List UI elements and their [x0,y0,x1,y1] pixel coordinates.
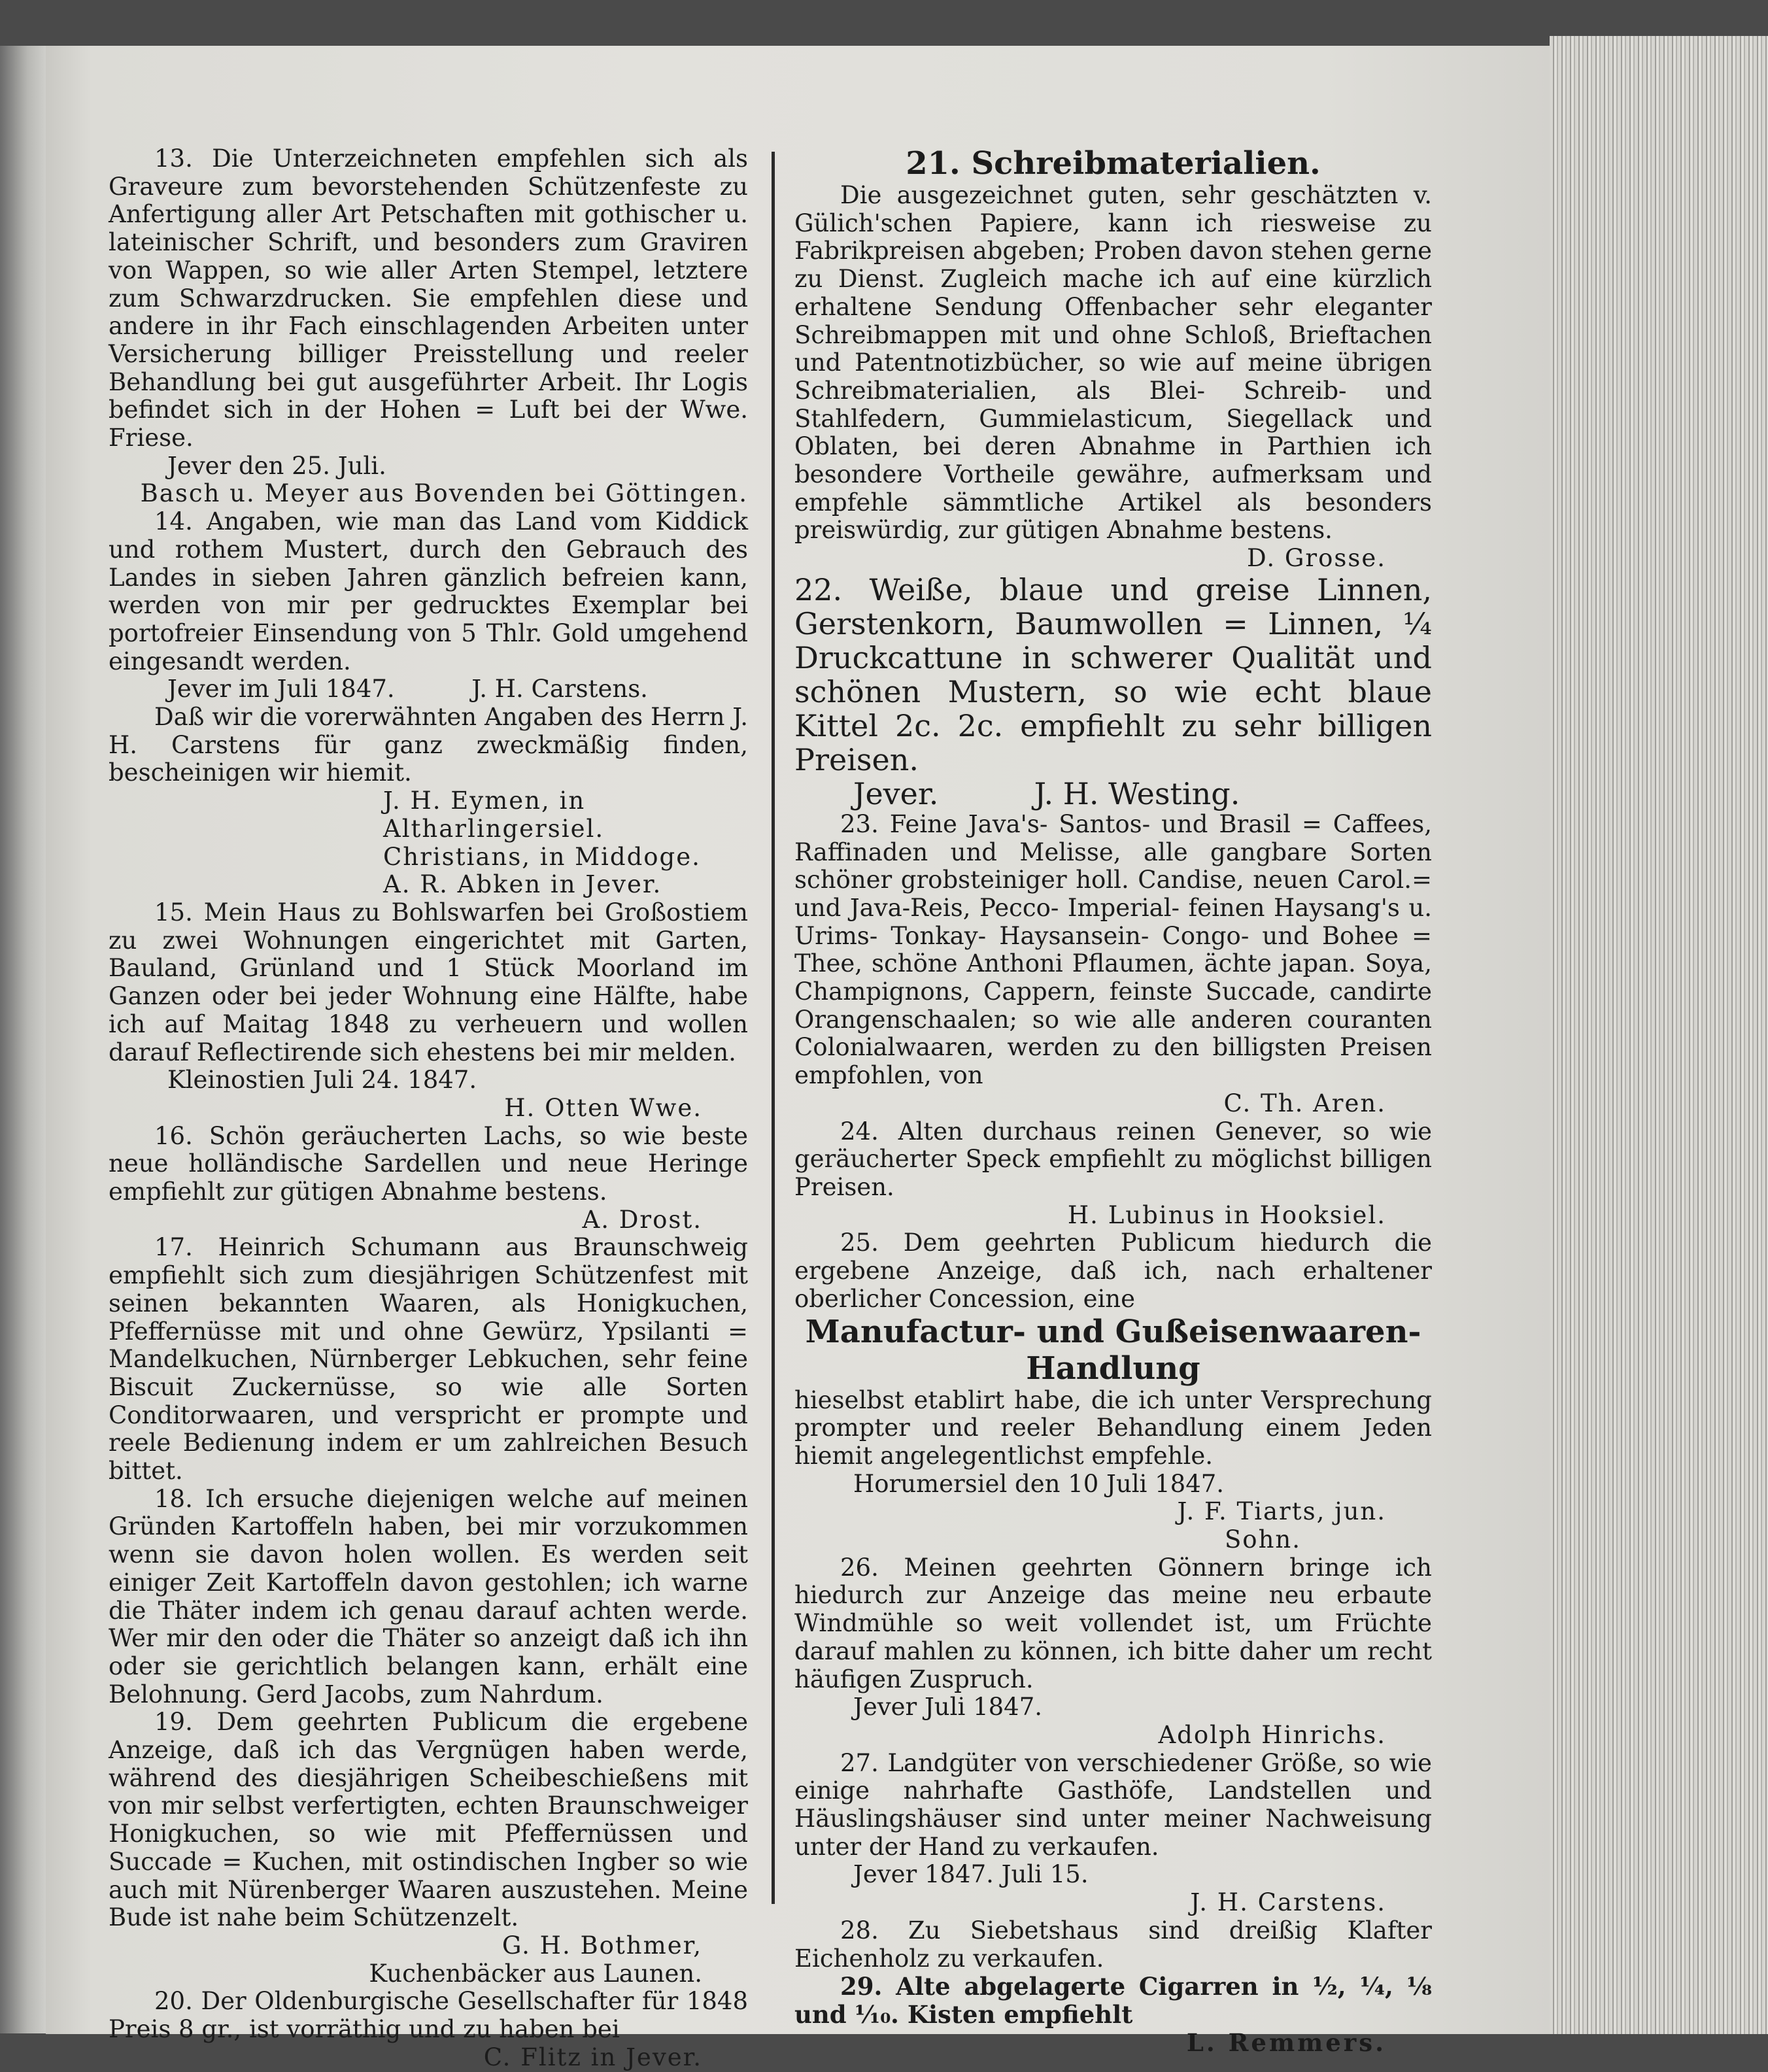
ad-signature-3: A. R. Abken in Jever. [383,870,662,899]
ad-signature: G. H. Bothmer, [502,1931,702,1960]
ad-text: 29. Alte abgelagerte Cigarren in ½, ¼, ⅛ und ⅒. Kisten empfiehlt [794,1972,1432,2029]
ad-19 [109,1708,748,1988]
ad-signature: J. F. Tiarts, jun. [1177,1497,1386,1526]
ad-place: Jever 1847. Juli 15. [853,1860,1089,1889]
ad-text: 16. Schön geräucherten Lachs, so wie beste neue holländische Sardellen und neue Heringe empfiehlt zur gütigen Abnahme bestens. [109,1121,748,1206]
ad-text: 22. Weiße, blaue und greise Linnen, Gerstenkorn, Baumwollen = Linnen, ¼ Druckcattune in schwerer Qualität und schönen Mustern, so wie echt blaue Kittel 2c. 2c. empfiehlt zu sehr billigen Preisen. [794,571,1432,777]
page-stack-edge [1550,36,1768,2034]
ad-heading: Manufactur- und Gußeisenwaaren-Handlung [805,1313,1421,1387]
ad-20 [109,1988,748,2071]
ad-24 [794,1118,1432,1230]
ad-13 [109,145,748,508]
ad-text: 25. Dem geehrten Publicum hiedurch die ergebene Anzeige, daß ich, nach erhaltener oberlicher Concession, eine [794,1229,1432,1313]
ad-text: 15. Mein Haus zu Bohlswarfen bei Großostiem zu zwei Wohnungen eingerichtet mit Garten, Bauland, Grünland und 1 Stück Moorland im Ganzen oder bei jeder Wohnung eine Hälfte, habe ich auf Maitag 1848 zu verheuern und wollen darauf Reflectirende sich ehestens bei mir melden. [109,898,748,1066]
ad-heading: 21. Schreibmaterialien. [906,145,1321,182]
ad-signature-1: J. H. Eymen, in Altharlingersiel. [383,787,605,843]
ad-place-signature: Jever im Juli 1847. J. H. Carstens. [167,675,648,704]
ad-signature: Basch u. Meyer aus Bovenden bei Göttingen. [140,479,748,508]
left-column [109,145,748,2072]
ad-signature-2: Kuchenbäcker aus Launen. [369,1959,702,1988]
ad-signature: L. Remmers. [1186,2028,1386,2057]
ad-18 [109,1486,748,1709]
ad-23 [794,811,1432,1118]
ad-22 [794,573,1432,811]
ad-text: 17. Heinrich Schumann aus Braunschweig empfiehlt sich zum diesjährigen Schützenfest mit seinen bekannten Waaren, als Honigkuchen, Pfeffernüsse mit und ohne Gewürz, Ypsilanti = Mandelkuchen, Nürnberger Lebkuchen, sehr feine Biscuit Zuckernüsse, so wie alle Sorten Conditorwaaren, und verspricht er prompte und reele Bedienung indem er um zahlreichen Besuch bittet. [109,1233,748,1486]
ad-21 [794,145,1432,573]
ad-16 [109,1123,748,1234]
ad-signature: D. Grosse. [1246,544,1386,573]
ad-25 [794,1229,1432,1554]
ad-signature: Adolph Hinrichs. [1158,1720,1386,1749]
ad-place: Kleinostien Juli 24. 1847. [167,1066,477,1095]
ad-text: 18. Ich ersuche diejenigen welche auf meinen Gründen Kartoffeln haben, bei mir vorzukommen wenn sie davon holen wollen. Es werden seit einiger Zeit Kartoffeln davon gestohlen; ich warne die Thäter indem ich genau darauf achten werde. Wer mir den oder die Thäter so anzeigt daß ich ihn oder sie gerichtlich belangen kann, erhält eine Belohnung. Gerd Jacobs, zum Nahrdum. [109,1484,748,1708]
column-divider [772,152,775,1904]
ad-text: 19. Dem geehrten Publicum die ergebene Anzeige, daß ich das Vergnügen haben werde, während des diesjährigen Scheibeschießens mit von mir selbst verfertigten, echten Braunschweiger Honigkuchen, so wie mit Pfeffernüssen und Succade = Kuchen, mit ostindischen Ingber so wie auch mit Nürenberger Waaren auszustehen. Meine Bude ist nahe beim Schützenzelt. [109,1708,748,1932]
ad-14 [109,508,748,899]
ad-signature: H. Lubinus in Hooksiel. [1067,1200,1386,1229]
ad-signature: A. Drost. [582,1205,702,1234]
ad-27 [794,1750,1432,1917]
ad-text: 20. Der Oldenburgische Gesellschafter für 1848 Preis 8 gr., ist vorräthig und zu haben bei [109,1987,748,2044]
ad-place: Jever den 25. Juli. [167,451,386,480]
left-page-edge [0,46,46,2033]
ad-signature: C. Th. Aren. [1223,1089,1386,1117]
ad-17 [109,1234,748,1485]
ad-place: Horumersiel den 10 Juli 1847. [853,1469,1225,1498]
ad-text: 27. Landgüter von verschiedener Größe, so wie einige nahrhafte Gasthöfe, Landstellen und Häuslingshäuser sind unter meiner Nachweisung unter der Hand zu verkaufen. [794,1748,1432,1861]
ad-text: 28. Zu Siebetshaus sind dreißig Klafter Eichenholz zu verkaufen. [794,1916,1432,1973]
ad-text: 26. Meinen geehrten Gönnern bringe ich hiedurch zur Anzeige das meine neu erbaute Windmühle so weit vollendet ist, um Früchte darauf mahlen zu können, ich bitte daher um recht häufigen Zuspruch. [794,1553,1432,1693]
ad-signature: J. H. Carstens. [1190,1888,1386,1917]
right-column [794,145,1432,2056]
ad-signature-2: Sohn. [1224,1525,1301,1554]
ad-place: Jever Juli 1847. [853,1693,1042,1722]
ad-text: 24. Alten durchaus reinen Genever, so wie geräucherter Speck empfiehlt zu möglichst billigen Preisen. [794,1117,1432,1201]
ad-text: 13. Die Unterzeichneten empfehlen sich als Graveure zum bevorstehenden Schützenfeste zu Anfertigung aller Art Petschaften mit gothischer u. lateinischer Schrift, und besonders zum Graviren von Wappen, so wie aller Arten Stempel, letztere zum Schwarzdrucken. Sie empfehlen diese und andere in ihr Fach einschlagenden Arbeiten unter Versicherung billiger Preisstellung und reeler Behandlung bei gut ausgeführter Arbeit. Ihr Logis befindet sich in der Hohen = Luft bei der Wwe. Friese. [109,144,748,452]
ad-text: 14. Angaben, wie man das Land vom Kiddick und rothem Mustert, durch den Gebrauch des Landes in sieben Jahren gänzlich befreien kann, werden von mir per gedrucktes Exemplar bei portofreier Einsendung von 5 Thlr. Gold umgehend eingesandt werden. [109,507,748,675]
ad-text-2: hieselbst etablirt habe, die ich unter Versprechung prompter und reeler Behandlung einem Jeden hiemit angelegentlichst empfehle. [794,1385,1432,1470]
ad-text: 23. Feine Java's- Santos- und Brasil = Caffees, Raffinaden und Melisse, alle gangbare Sorten schöner grobsteiniger holl. Candise, neuen Carol.= und Java-Reis, Pecco- Imperial- feinen Haysang's u. Urims- Tonkay- Haysansein- Congo- und Bohee = Thee, schöne Anthoni Pflaumen, ächte japan. Soya, Champignons, Cappern, feinste Succade, candirte Orangenschaalen; so wie alle anderen couranten Colonialwaaren, werden zu den billigsten Preisen empfohlen, von [794,809,1432,1090]
ad-26 [794,1554,1432,1750]
ad-text: Die ausgezeichnet guten, sehr geschätzten v. Gülich'schen Papiere, kann ich riesweise zu Fabrikpreisen abgeben; Proben davon stehen gerne zu Dienst. Zugleich mache ich auf eine kürzlich erhaltene Sendung Offenbacher sehr eleganter Schreibmappen mit und ohne Schloß, Brieftachen und Patentnotizbücher, so wie auf meine übrigen Schreibmaterialien, als Blei- Schreib- und Stahlfedern, Gummielasticum, Siegellack und Oblaten, bei deren Abnahme in Parthien ich besondere Vortheile gewähre, aufmerksam und empfehle sämmtliche Artikel als besonders preiswürdig, zur gütigen Abnahme bestens. [794,181,1432,545]
ad-signature: H. Otten Wwe. [504,1093,702,1122]
ad-15 [109,899,748,1123]
ad-signature: C. Flitz in Jever. [483,2043,702,2071]
ad-place-signature: Jever. J. H. Westing. [853,775,1240,811]
ad-29 [794,1973,1432,2056]
ad-28 [794,1917,1432,1973]
ad-signature-2: Christians, in Middoge. [383,842,701,871]
ad-text-2: Daß wir die vorerwähnten Angaben des Herrn J. H. Carstens für ganz zweckmäßig finden, bescheinigen wir hiemit. [109,703,748,787]
